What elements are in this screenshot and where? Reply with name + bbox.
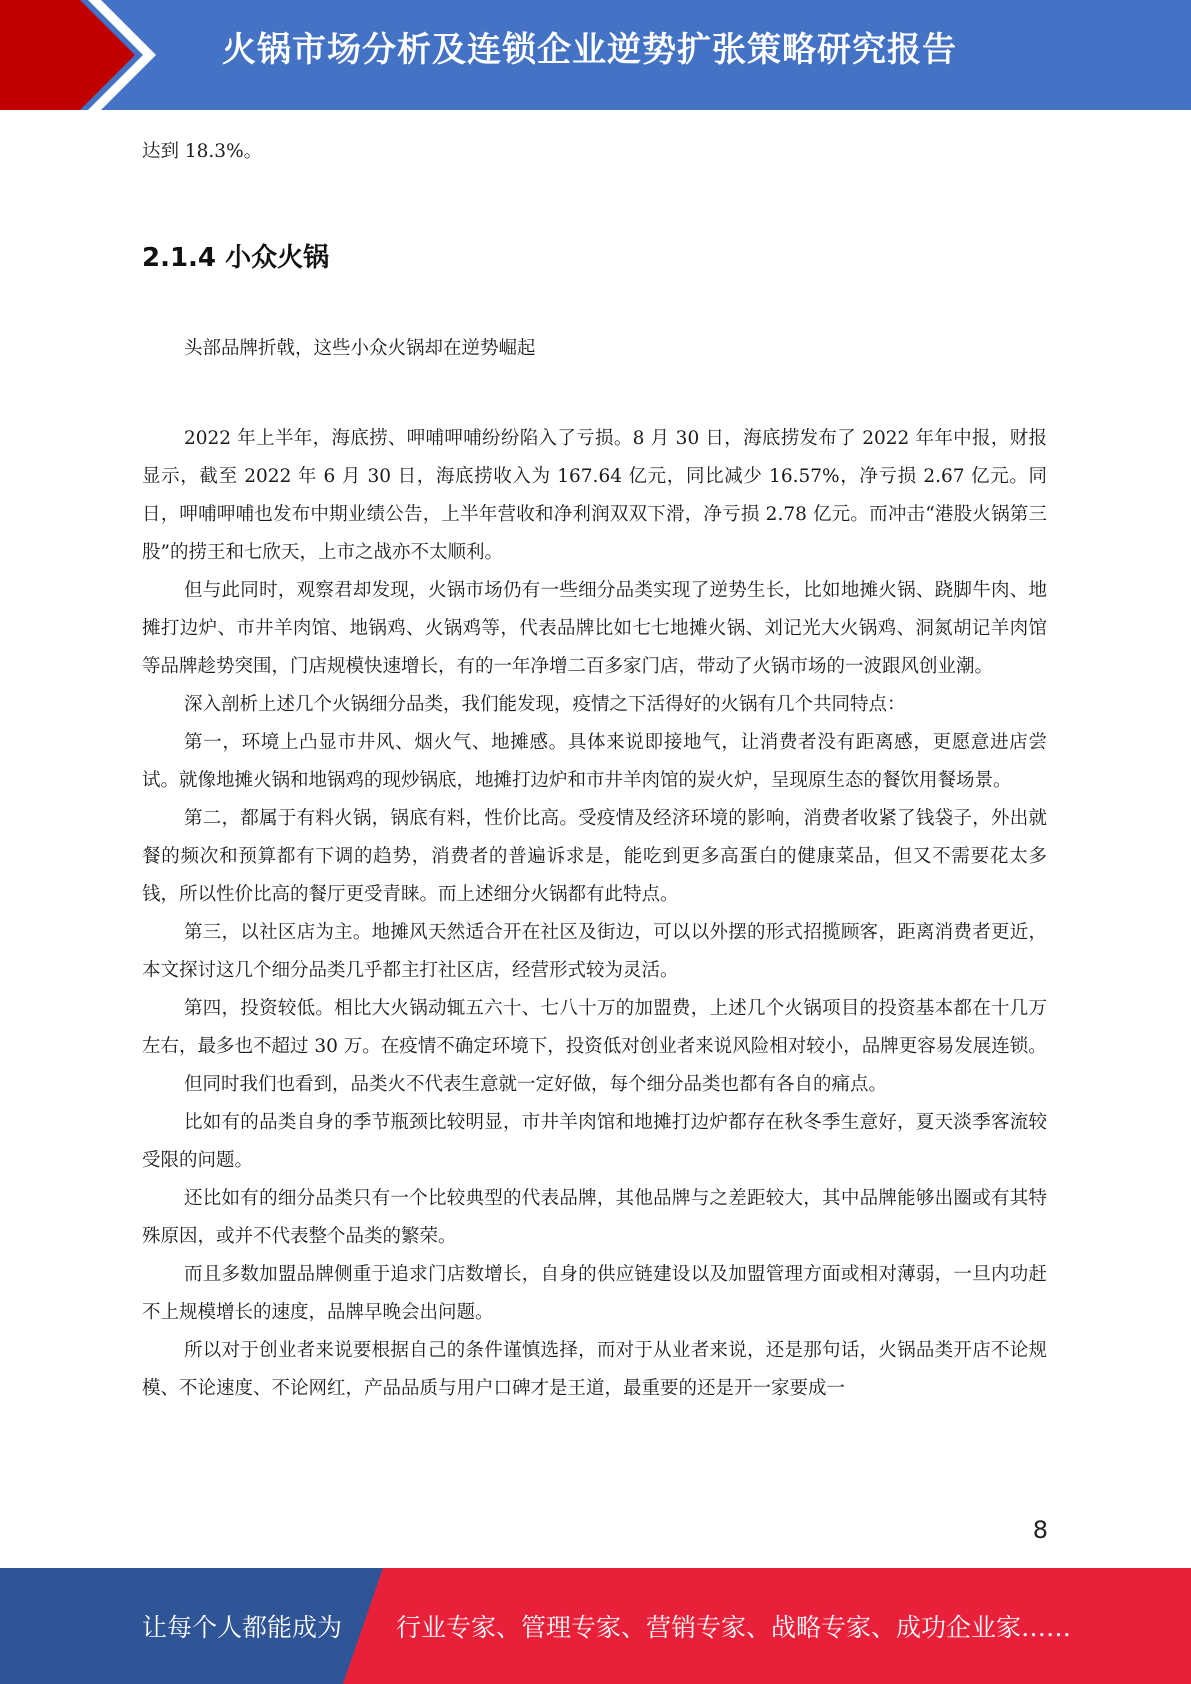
report-title: 火锅市场分析及连锁企业逆势扩张策略研究报告 (222, 30, 957, 70)
paragraph: 第二，都属于有料火锅，锅底有料，性价比高。受疫情及经济环境的影响，消费者收紧了钱袋子，外出就餐的频次和预算都有下调的趋势，消费者的普遍诉求是，能吃到更多高蛋白的健康菜品，但又不需要花太多钱，所以性价比高的餐厅更受青睐。而上述细分火锅都有此特点。 (142, 808, 1047, 905)
section-subtitle: 头部品牌折戟，这些小众火锅却在逆势崛起 (184, 338, 536, 359)
footer-slogan-left: 让每个人都能成为 (142, 1613, 343, 1642)
paragraph: 第三，以社区店为主。地摊风天然适合开在社区及街边，可以以外摆的形式招揽顾客，距离消费者更近，本文探讨这几个细分品类几乎都主打社区店，经营形式较为灵活。 (142, 922, 1047, 981)
paragraph: 第一，环境上凸显市井风、烟火气、地摊感。具体来说即接地气，让消费者没有距离感，更愿意进店尝试。就像地摊火锅和地锅鸡的现炒锅底，地摊打边炉和市井羊肉馆的炭火炉，呈现原生态的餐饮用餐场景。 (142, 732, 1047, 791)
page-header (0, 0, 1191, 110)
paragraph: 深入剖析上述几个火锅细分品类，我们能发现，疫情之下活得好的火锅有几个共同特点： (184, 694, 906, 715)
section-heading: 2.1.4 小众火锅 (142, 243, 330, 273)
continued-text-line: 达到 18.3%。 (142, 141, 263, 162)
footer-slogan-right: 行业专家、管理专家、营销专家、战略专家、成功企业家…… (396, 1613, 1072, 1642)
page-content (142, 128, 1047, 1408)
body-paragraphs (142, 420, 1047, 1408)
paragraph: 但同时我们也看到，品类火不代表生意就一定好做，每个细分品类也都有各自的痛点。 (184, 1074, 888, 1095)
paragraph: 比如有的品类自身的季节瓶颈比较明显，市井羊肉馆和地摊打边炉都存在秋冬季生意好，夏天淡季客流较受限的问题。 (142, 1112, 1047, 1171)
paragraph: 但与此同时，观察君却发现，火锅市场仍有一些细分品类实现了逆势生长，比如地摊火锅、跷脚牛肉、地摊打边炉、市井羊肉馆、地锅鸡、火锅鸡等，代表品牌比如七七地摊火锅、刘记光大火锅鸡、洞氮胡记羊肉馆等品牌趁势突围，门店规模快速增长，有的一年净增二百多家门店，带动了火锅市场的一波跟风创业潮。 (142, 580, 1047, 677)
page-footer (0, 1568, 1191, 1684)
paragraph: 而且多数加盟品牌侧重于追求门店数增长，自身的供应链建设以及加盟管理方面或相对薄弱，一旦内功赶不上规模增长的速度，品牌早晚会出问题。 (142, 1264, 1047, 1323)
page-number: 8 (1032, 1516, 1048, 1544)
paragraph: 第四，投资较低。相比大火锅动辄五六十、七八十万的加盟费，上述几个火锅项目的投资基本都在十几万左右，最多也不超过 30 万。在疫情不确定环境下，投资低对创业者来说风险相对较小，品牌更容易发展连锁。 (142, 998, 1047, 1057)
paragraph: 还比如有的细分品类只有一个比较典型的代表品牌，其他品牌与之差距较大，其中品牌能够出圈或有其特殊原因，或并不代表整个品类的繁荣。 (142, 1188, 1047, 1247)
paragraph: 2022 年上半年，海底捞、呷哺呷哺纷纷陷入了亏损。8 月 30 日，海底捞发布了 2022 年年中报，财报显示，截至 2022 年 6 月 30 日，海底捞收入为 167.64 亿元，同比减少 16.57%，净亏损 2.67 亿元。同日，呷哺呷哺也发布中期业绩公告，上半年营收和净利润双双下滑，净亏损 2.78 亿元。而冲击“港股火锅第三股”的捞王和七欣天，上市之战亦不太顺利。 (142, 428, 1047, 563)
paragraph: 所以对于创业者来说要根据自己的条件谨慎选择，而对于从业者来说，还是那句话，火锅品类开店不论规模、不论速度、不论网红，产品品质与用户口碑才是王道，最重要的还是开一家要成一 (142, 1340, 1047, 1399)
